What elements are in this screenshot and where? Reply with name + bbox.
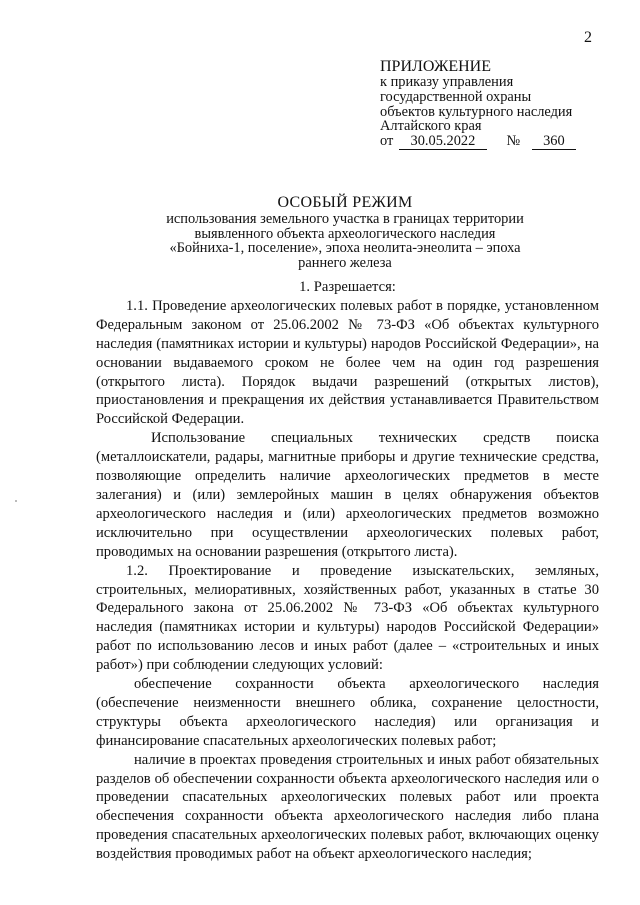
- appendix-block: [380, 59, 620, 150]
- paragraph: Использование специальных технических средств поиска (металлоискатели, радары, магнитные приборы и другие технические средства, позволяющие определить наличие археологических предметов в месте залегания) и (или) землеройных машин в целях обнаружения объектов археологического наследия и (или) археологических предметов возможно исключительно при осуществлении археологических полевых работ, проводимых на основании разрешения (открытого листа).: [96, 430, 599, 560]
- date-prefix: от: [380, 133, 394, 150]
- paragraph: 1.2. Проектирование и проведение изыскательских, земляных, строительных, мелиоративных, хозяйственных работ, указанных в статье 30 Федерального закона от 25.06.2002 № 73-ФЗ «Об объектах культурного наследия (памятниках истории и культуры) народов Российской Федерации» работ по использованию лесов и иных работ (далее – «строительных и иных работ») при соблюдении следующих условий:: [96, 562, 599, 674]
- number-label: №: [506, 133, 521, 150]
- appendix-line: Алтайского края: [380, 118, 482, 135]
- appendix-line: объектов культурного наследия: [380, 103, 573, 120]
- appendix-heading: ПРИЛОЖЕНИЕ: [380, 58, 492, 75]
- paragraph: 1.1. Проведение археологических полевых работ в порядке, установленном Федеральным законом от 25.06.2002 № 73-ФЗ «Об объектах культурного наследия (памятниках истории и культуры) народов Российской Федерации», на основании выдаваемого сроком не более чем на один год разрешения (открытого листа). Порядок выдачи разрешений (открытых листов), приостановления и прекращения их действия устанавливается Правительством Российской Федерации.: [96, 297, 599, 428]
- subtitle-line: «Бойниха-1, поселение», эпоха неолита-энеолита – эпоха: [169, 240, 521, 257]
- paragraph: обеспечение сохранности объекта археологического наследия (обеспечение неизменности внешнего облика, сохранение целостности, структуры объекта археологического наследия) или организация и финансирование спасательных археологических полевых работ;: [96, 676, 599, 749]
- subtitle-line: выявленного объекта археологического наследия: [194, 225, 496, 242]
- document-title-block: [90, 194, 600, 270]
- order-date-line: [380, 134, 620, 150]
- section-heading: 1. Разрешается:: [299, 279, 396, 295]
- order-number: 360: [532, 134, 576, 150]
- subtitle-line: раннего железа: [298, 254, 392, 271]
- appendix-line: к приказу управления: [380, 74, 514, 90]
- page-number: 2: [584, 29, 592, 46]
- subtitle-line: использования земельного участка в границах территории: [166, 211, 524, 227]
- scan-artifact: [15, 500, 17, 502]
- appendix-line: государственной охраны: [380, 88, 532, 105]
- document-title: ОСОБЫЙ РЕЖИМ: [277, 194, 413, 211]
- order-date: 30.05.2022: [399, 134, 487, 150]
- paragraph: наличие в проектах проведения строительных и иных работ обязательных разделов об обеспечении сохранности объекта археологического наследия или о проведении спасательных археологических полевых работ или проекта обеспечения сохранности объекта археологического наследия либо плана проведения спасательных археологических полевых работ, включающих оценку воздействия проводимых работ на объект археологического наследия;: [96, 751, 599, 863]
- document-body: [96, 278, 599, 864]
